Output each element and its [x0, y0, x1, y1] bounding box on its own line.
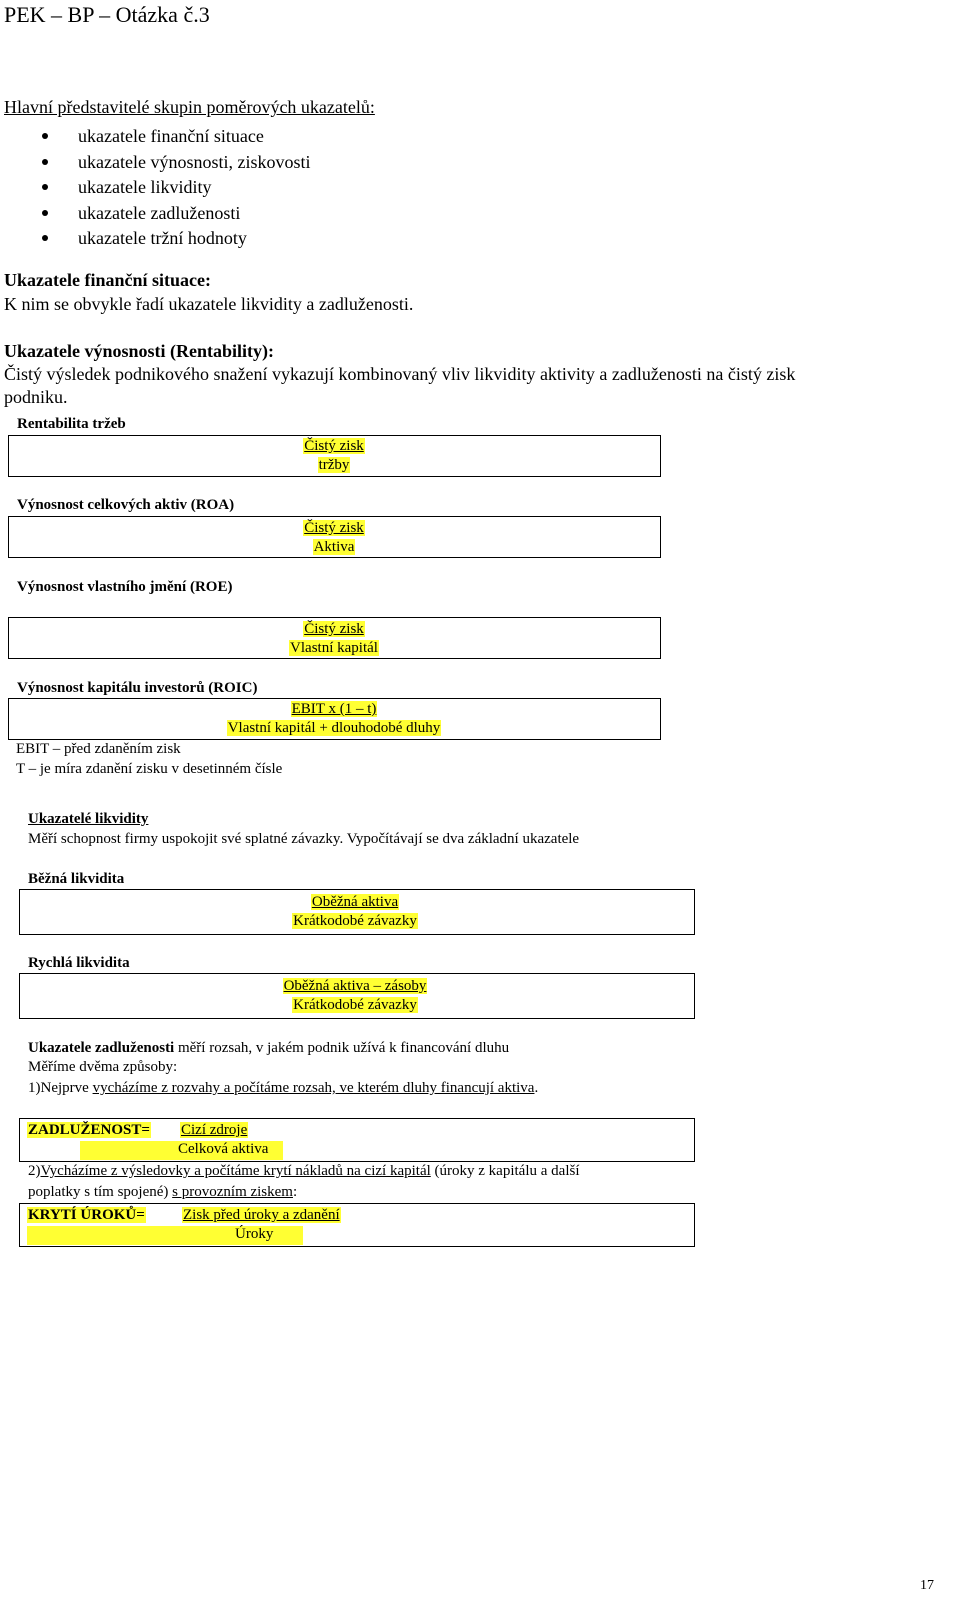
ratio-box — [8, 435, 661, 477]
list-item: ukazatele likvidity — [4, 177, 310, 203]
liquidity-heading: Ukazatelé likvidity — [28, 811, 149, 827]
ratio-label: Rychlá likvidita — [28, 955, 130, 971]
list-item: ukazatele zadluženosti — [4, 203, 310, 229]
roic-note: EBIT – před zdaněním zisk — [16, 741, 181, 757]
profitability-heading: Ukazatele výnosnosti (Rentability): — [4, 341, 274, 361]
ratio-formula — [269, 620, 399, 658]
list-item: ukazatele tržní hodnoty — [4, 228, 310, 254]
financial-text: K nim se obvykle řadí ukazatele likvidity a zadluženosti. — [4, 294, 414, 314]
ratio-label: Běžná likvidita — [28, 871, 125, 887]
numerator: EBIT x (1 – t) — [291, 701, 377, 717]
profitability-text: Čistý výsledek podnikového snažení vykazují kombinovaný vliv likvidity aktivity a zadluženosti na čistý zisk — [4, 364, 796, 384]
roic-note: T – je míra zdanění zisku v desetinném čísle — [16, 761, 283, 777]
numerator: Oběžná aktiva — [311, 894, 399, 910]
ratio-formula — [245, 977, 465, 1015]
numerator: Cizí zdroje — [181, 1122, 248, 1138]
numerator: Čistý zisk — [304, 520, 364, 536]
ratio-label: KRYTÍ ÚROKŮ= — [28, 1207, 145, 1223]
groups-list — [4, 126, 310, 254]
denominator: Aktiva — [313, 539, 355, 555]
bullet-icon — [42, 184, 48, 190]
ratio-label: Výnosnost celkových aktiv (ROA) — [17, 497, 235, 513]
debt-line: poplatky s tím spojené) s provozním ziskem: — [28, 1184, 298, 1200]
ratio-box — [19, 1203, 695, 1247]
debt-line: 1)Nejprve vycházíme z rozvahy a počítáme rozsah, ve kterém dluhy financují aktiva. — [28, 1080, 539, 1096]
ratio-box — [8, 617, 661, 659]
debt-heading-bold: Ukazatele zadluženosti — [28, 1040, 175, 1056]
denominator: tržby — [318, 457, 350, 473]
denominator: Celková aktiva — [178, 1141, 269, 1157]
ratio-box — [19, 973, 695, 1019]
numerator: Oběžná aktiva – zásoby — [283, 978, 427, 994]
bullet-icon — [42, 159, 48, 165]
denominator: Vlastní kapitál — [290, 640, 378, 656]
ratio-box — [8, 698, 661, 740]
numerator: Čistý zisk — [304, 438, 364, 454]
debt-line: 2)Vycházíme z výsledovky a počítáme krytí nákladů na cizí kapitál (úroky z kapitálu a další — [28, 1163, 580, 1179]
ratio-box — [19, 1118, 695, 1162]
ratio-formula — [260, 893, 450, 931]
numerator: Čistý zisk — [304, 621, 364, 637]
ratio-label: Rentabilita tržeb — [17, 416, 126, 432]
bullet-icon — [42, 133, 48, 139]
debt-heading-rest: měří rozsah, v jakém podnik užívá k financování dluhu — [174, 1040, 510, 1056]
denominator: Úroky — [235, 1226, 274, 1242]
ratio-formula — [294, 519, 374, 557]
bullet-icon — [42, 235, 48, 241]
liquidity-text: Měří schopnost firmy uspokojit své splatné závazky. Vypočítávají se dva základní ukazatele — [28, 831, 580, 847]
page-number: 17 — [920, 1578, 934, 1593]
list-item: ukazatele výnosnosti, ziskovosti — [4, 152, 310, 178]
ratio-formula — [294, 437, 374, 475]
debt-heading — [28, 1040, 509, 1057]
ratio-label: Výnosnost vlastního jmění (ROE) — [17, 579, 233, 595]
ratio-box — [8, 516, 661, 558]
ratio-label: Výnosnost kapitálu investorů (ROIC) — [17, 680, 258, 696]
numerator: Zisk před úroky a zdanění — [183, 1207, 340, 1223]
groups-title: Hlavní představitelé skupin poměrových ukazatelů: — [4, 97, 375, 117]
ratio-formula — [204, 700, 464, 738]
financial-heading: Ukazatele finanční situace: — [4, 270, 211, 290]
denominator: Vlastní kapitál + dlouhodobé dluhy — [227, 720, 441, 736]
list-item: ukazatele finanční situace — [4, 126, 310, 152]
bullet-icon — [42, 210, 48, 216]
page-title: PEK – BP – Otázka č.3 — [4, 2, 210, 27]
denominator: Krátkodobé závazky — [293, 997, 417, 1013]
debt-line: Měříme dvěma způsoby: — [28, 1059, 178, 1075]
ratio-label: ZADLUŽENOST= — [28, 1122, 150, 1138]
profitability-text-cont: podniku. — [4, 387, 68, 407]
ratio-box — [19, 889, 695, 935]
denominator: Krátkodobé závazky — [293, 913, 417, 929]
